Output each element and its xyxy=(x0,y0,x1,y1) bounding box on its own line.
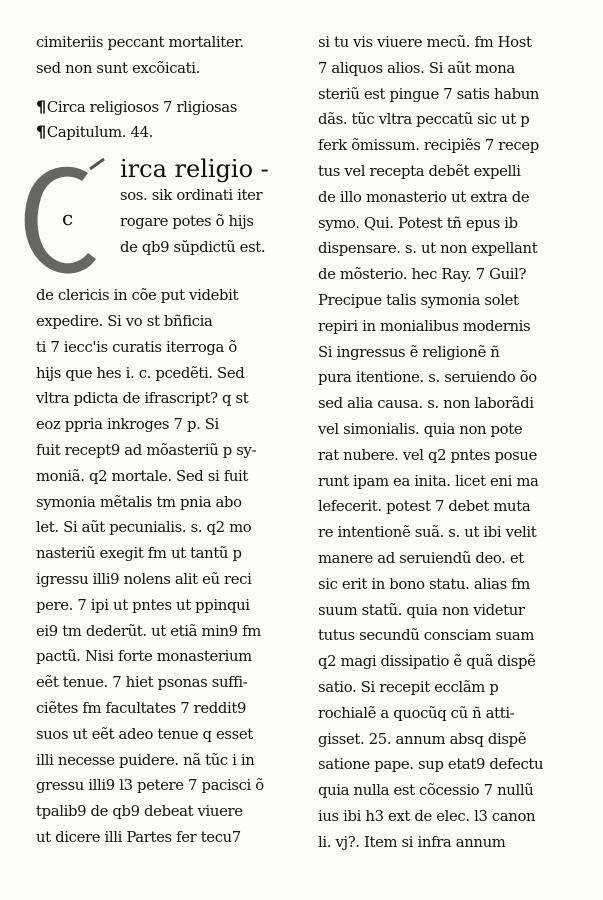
text-line: cimiteriis peccant mortaliter. xyxy=(36,34,244,51)
text-line: gressu illi9 l3 petere 7 pacisci õ xyxy=(36,777,264,795)
pilcrow-icon: ¶ xyxy=(36,122,46,142)
text-line: Si ingressus ẽ religionẽ ñ xyxy=(318,343,500,361)
text-line: gisset. 25. annum absq dispẽ xyxy=(318,730,527,748)
text-line: ut dicere illi Partes fer tecu7 xyxy=(36,828,241,846)
text-line: lefecerit. potest 7 debet muta xyxy=(318,498,531,516)
text-line: nasteriũ exegit fm ut tantũ p xyxy=(36,545,242,563)
text-line: ferk õmissum. recipiẽs 7 recep xyxy=(318,137,539,155)
text-line: ei9 tm dederũt. ut etiã min9 fm xyxy=(36,622,261,640)
text-line: pura itentione. s. seruiendo õo xyxy=(318,369,537,387)
decorated-initial-c xyxy=(18,155,110,281)
text-line: sic erit in bono statu. alias fm xyxy=(318,575,530,593)
text-line: satio. Si recepit ecclãm p xyxy=(318,678,499,696)
text-line: moniã. q2 mortale. Sed si fuit xyxy=(36,467,248,485)
text-line: si tu vis viuere mecũ. fm Host xyxy=(318,34,532,51)
decorated-initial-block xyxy=(36,157,294,283)
text-line: symo. Qui. Potest tñ epus ib xyxy=(318,214,518,232)
text-line: satione pape. sup etat9 defectu xyxy=(318,756,544,774)
spacer xyxy=(36,82,294,94)
text-line: re intentionẽ suã. s. ut ibi velit xyxy=(318,524,537,542)
text-line: de illo monasterio ut extra de xyxy=(318,188,530,206)
text-line: dispensare. s. ut non expellant xyxy=(318,240,538,258)
text-line: suos ut eẽt adeo tenue q esset xyxy=(36,725,253,743)
text-line: suum statũ. quia non videtur xyxy=(318,601,525,619)
text-line: repiri in monialibus modernis xyxy=(318,317,531,335)
chapter-heading-line: ¶Circa religiosos 7 rligiosas xyxy=(36,94,294,120)
text-line: li. vj?. Item si infra annum xyxy=(318,833,506,851)
text-line: runt ipam ea inita. licet eni ma xyxy=(318,472,539,490)
text-line: ius ibi h3 ext de elec. l3 canon xyxy=(318,807,536,825)
pilcrow-icon: ¶ xyxy=(36,96,46,116)
text-line: tpalib9 de qb9 debeat viuere xyxy=(36,803,243,821)
text-line: 7 aliquos alios. Si aũt mona xyxy=(318,59,515,77)
initial-lines xyxy=(120,157,296,260)
text-line: eoz ppria inkroges 7 p. Si xyxy=(36,416,219,434)
text-line: tus vel recepta debẽt expelli xyxy=(318,162,521,180)
text-line: pere. 7 ipi ut pntes ut ppinqui xyxy=(36,596,250,614)
chapter-heading-line: ¶Capitulum. 44. xyxy=(36,119,294,145)
text-line: quia nulla est cõcessio 7 nullũ xyxy=(318,782,534,800)
text-line: expedire. Si vo st bñficia xyxy=(36,312,213,330)
text-line: manere ad seruiendũ deo. et xyxy=(318,549,524,567)
text-line: rogare potes õ hijs xyxy=(120,212,254,230)
text-line: ti 7 iecc'is curatis iterroga õ xyxy=(36,338,237,356)
initial-inner-letter: c xyxy=(62,206,74,231)
text-line: tutus secundũ consciam suam xyxy=(318,627,535,645)
text-line: de mõsterio. hec Ray. 7 Guil? xyxy=(318,266,527,284)
text-line: vltra pdicta de ifrascript? q st xyxy=(36,390,249,408)
text-line: symonia mẽtalis tm pnia abo xyxy=(36,493,242,511)
text-line: fuit recept9 ad mõasteriũ p sy- xyxy=(36,441,257,459)
text-line: let. Si aũt pecunialis. s. q2 mo xyxy=(36,519,252,537)
text-line: sed non sunt excõicati. xyxy=(36,59,200,77)
left-column xyxy=(36,30,294,851)
text-line: de clericis in cõe put videbit xyxy=(36,287,239,305)
text-line: illi necesse puidere. nã tũc i in xyxy=(36,751,255,769)
text-line: rat nubere. vel q2 pntes posue xyxy=(318,446,537,464)
text-line: rochialẽ a quocũq cũ ñ atti- xyxy=(318,704,515,722)
text-line: igressu illi9 nolens alit eũ reci xyxy=(36,570,252,588)
text-line: pactũ. Nisi forte monasterium xyxy=(36,648,252,666)
text-line: vel simonialis. quia non pote xyxy=(318,420,523,438)
text-line: sed alia causa. s. non laborãdi xyxy=(318,395,534,413)
right-column xyxy=(318,30,580,856)
text-line: sos. sik ordinati iter xyxy=(120,186,263,204)
text-line: de qb9 sŭpdictũ est. xyxy=(120,238,266,256)
text-line: steriũ est pingue 7 satis habun xyxy=(318,85,540,103)
text-line: hijs que hes i. c. pcedẽti. Sed xyxy=(36,364,245,382)
text-line: ciẽtes fm facultates 7 reddit9 xyxy=(36,699,247,717)
text-line: q2 magi dissipatio ẽ quã dispẽ xyxy=(318,653,536,671)
text-line: Precipue talis symonia solet xyxy=(318,291,519,309)
text-line: irca religio - xyxy=(120,157,269,183)
text-line: eẽt tenue. 7 hiet psonas suffi- xyxy=(36,674,248,692)
left-body xyxy=(36,283,294,851)
text-line: dãs. tũc vltra peccatũ sic ut p xyxy=(318,111,530,129)
